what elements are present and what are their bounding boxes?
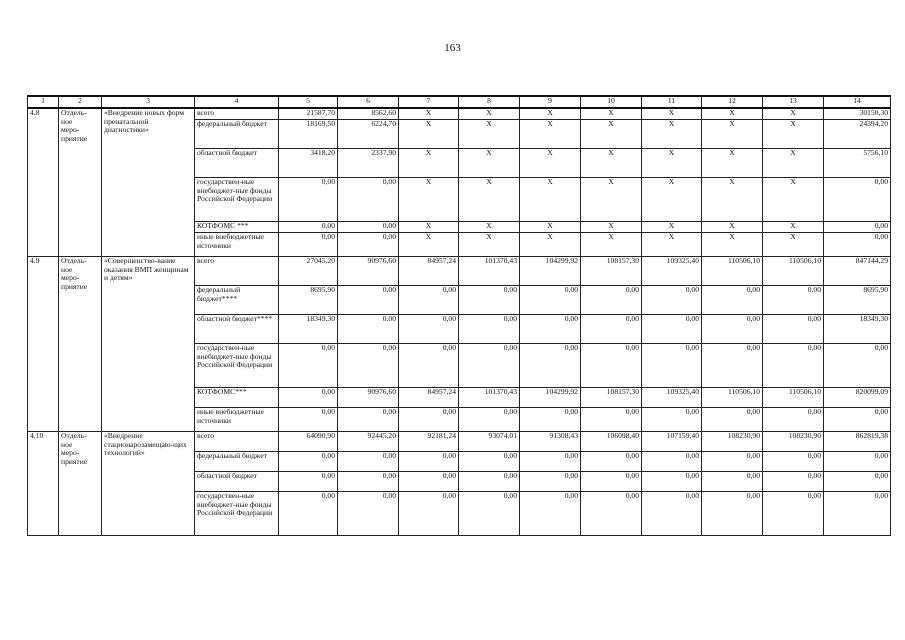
col-header: 1 bbox=[28, 96, 59, 108]
value-cell: X bbox=[763, 233, 824, 257]
value-cell: 101370,43 bbox=[459, 257, 520, 286]
value-cell: 0,00 bbox=[702, 472, 763, 492]
value-cell: 0,00 bbox=[520, 408, 581, 432]
value-cell: 107159,40 bbox=[642, 432, 702, 452]
value-cell: 2337,90 bbox=[338, 149, 399, 178]
value-cell: 0,00 bbox=[279, 233, 338, 257]
funding-source: КОТФОМС*** bbox=[195, 388, 279, 408]
value-cell: 0,00 bbox=[338, 233, 399, 257]
value-cell: X bbox=[399, 233, 459, 257]
value-cell: 0,00 bbox=[642, 286, 702, 315]
value-cell: X bbox=[399, 178, 459, 222]
value-cell: X bbox=[702, 233, 763, 257]
value-cell: 0,00 bbox=[702, 492, 763, 536]
value-cell: X bbox=[520, 120, 581, 149]
value-cell: 0,00 bbox=[824, 233, 891, 257]
value-cell: 110506,10 bbox=[763, 388, 824, 408]
value-cell: 64090,90 bbox=[279, 432, 338, 452]
row-code: 4.10 bbox=[28, 432, 59, 536]
value-cell: 0,00 bbox=[459, 286, 520, 315]
value-cell: X bbox=[581, 108, 642, 120]
value-cell: 108230,90 bbox=[763, 432, 824, 452]
value-cell: 0,00 bbox=[279, 222, 338, 233]
value-cell: 108157,30 bbox=[581, 257, 642, 286]
value-cell: 0,00 bbox=[279, 492, 338, 536]
value-cell: 6224,70 bbox=[338, 120, 399, 149]
value-cell: 0,00 bbox=[279, 452, 338, 472]
value-cell: 0,00 bbox=[581, 315, 642, 344]
row-kind: Отдель- ное меро- приятие bbox=[59, 257, 102, 432]
value-cell: 3418,20 bbox=[279, 149, 338, 178]
value-cell: 0,00 bbox=[581, 286, 642, 315]
col-header: 5 bbox=[279, 96, 338, 108]
value-cell: 0,00 bbox=[279, 472, 338, 492]
value-cell: 0,00 bbox=[520, 452, 581, 472]
value-cell: X bbox=[642, 108, 702, 120]
value-cell: 0,00 bbox=[338, 492, 399, 536]
value-cell: 0,00 bbox=[338, 178, 399, 222]
value-cell: 21587,70 bbox=[279, 108, 338, 120]
value-cell: 0,00 bbox=[279, 408, 338, 432]
row-code: 4.9 bbox=[28, 257, 59, 432]
value-cell: 30150,30 bbox=[824, 108, 891, 120]
value-cell: 110506,10 bbox=[763, 257, 824, 286]
value-cell: 90976,60 bbox=[338, 257, 399, 286]
value-cell: 0,00 bbox=[642, 492, 702, 536]
value-cell: 0,00 bbox=[824, 344, 891, 388]
funding-source: иные внебюджетные источники bbox=[195, 233, 279, 257]
value-cell: 0,00 bbox=[642, 344, 702, 388]
value-cell: 847144,29 bbox=[824, 257, 891, 286]
value-cell: 0,00 bbox=[399, 452, 459, 472]
col-header: 13 bbox=[763, 96, 824, 108]
funding-source: государствен-ные внебюджет-ные фонды Российской Федерации bbox=[195, 344, 279, 388]
value-cell: 0,00 bbox=[520, 472, 581, 492]
value-cell: X bbox=[763, 149, 824, 178]
value-cell: 0,00 bbox=[763, 472, 824, 492]
value-cell: 0,00 bbox=[824, 408, 891, 432]
value-cell: 0,00 bbox=[824, 472, 891, 492]
value-cell: 862819,38 bbox=[824, 432, 891, 452]
value-cell: 0,00 bbox=[581, 452, 642, 472]
value-cell: X bbox=[520, 178, 581, 222]
value-cell: 92445,20 bbox=[338, 432, 399, 452]
value-cell: 0,00 bbox=[763, 315, 824, 344]
value-cell: 8695,90 bbox=[824, 286, 891, 315]
value-cell: 0,00 bbox=[338, 344, 399, 388]
value-cell: X bbox=[642, 222, 702, 233]
table-row bbox=[28, 432, 891, 452]
value-cell: 90976,60 bbox=[338, 388, 399, 408]
value-cell: 18349,30 bbox=[824, 315, 891, 344]
table-row bbox=[28, 257, 891, 286]
value-cell: 92181,24 bbox=[399, 432, 459, 452]
value-cell: 27045,20 bbox=[279, 257, 338, 286]
value-cell: X bbox=[520, 222, 581, 233]
value-cell: X bbox=[459, 149, 520, 178]
value-cell: 0,00 bbox=[279, 388, 338, 408]
value-cell: 101370,43 bbox=[459, 388, 520, 408]
value-cell: 0,00 bbox=[520, 492, 581, 536]
funding-source: областной бюджет bbox=[195, 149, 279, 178]
value-cell: 104299,92 bbox=[520, 388, 581, 408]
value-cell: 0,00 bbox=[279, 178, 338, 222]
value-cell: 93074,01 bbox=[459, 432, 520, 452]
value-cell: 0,00 bbox=[338, 408, 399, 432]
table-row bbox=[28, 108, 891, 120]
value-cell: 0,00 bbox=[702, 452, 763, 472]
value-cell: 0,00 bbox=[763, 408, 824, 432]
col-header: 12 bbox=[702, 96, 763, 108]
value-cell: 0,00 bbox=[824, 492, 891, 536]
header-row bbox=[28, 96, 891, 108]
value-cell: X bbox=[642, 233, 702, 257]
funding-source: областной бюджет**** bbox=[195, 315, 279, 344]
value-cell: X bbox=[399, 120, 459, 149]
funding-source: федеральный бюджет**** bbox=[195, 286, 279, 315]
value-cell: X bbox=[642, 178, 702, 222]
funding-source: федеральный бюджет bbox=[195, 452, 279, 472]
budget-table bbox=[27, 95, 891, 536]
value-cell: 109325,40 bbox=[642, 257, 702, 286]
funding-source: всего bbox=[195, 432, 279, 452]
value-cell: X bbox=[581, 178, 642, 222]
value-cell: X bbox=[459, 178, 520, 222]
value-cell: X bbox=[399, 149, 459, 178]
value-cell: X bbox=[763, 178, 824, 222]
value-cell: 0,00 bbox=[702, 344, 763, 388]
value-cell: X bbox=[763, 120, 824, 149]
value-cell: 8562,60 bbox=[338, 108, 399, 120]
value-cell: 0,00 bbox=[279, 344, 338, 388]
value-cell: 8695,90 bbox=[279, 286, 338, 315]
value-cell: X bbox=[763, 222, 824, 233]
value-cell: 0,00 bbox=[702, 286, 763, 315]
row-kind: Отдель- ное меро- приятие bbox=[59, 108, 102, 257]
value-cell: 84957,24 bbox=[399, 388, 459, 408]
value-cell: 108230,90 bbox=[702, 432, 763, 452]
funding-source: государствен-ные внебюджет-ные фонды Российской Федерации bbox=[195, 178, 279, 222]
value-cell: 0,00 bbox=[459, 472, 520, 492]
funding-source: КОТФОМС *** bbox=[195, 222, 279, 233]
value-cell: 0,00 bbox=[459, 344, 520, 388]
value-cell: 0,00 bbox=[702, 315, 763, 344]
value-cell: 0,00 bbox=[763, 452, 824, 472]
value-cell: 108157,30 bbox=[581, 388, 642, 408]
value-cell: 0,00 bbox=[399, 286, 459, 315]
value-cell: 0,00 bbox=[459, 452, 520, 472]
value-cell: 0,00 bbox=[520, 344, 581, 388]
value-cell: 0,00 bbox=[581, 408, 642, 432]
funding-source: иные внебюджетные источники bbox=[195, 408, 279, 432]
value-cell: 0,00 bbox=[399, 472, 459, 492]
table-body bbox=[28, 108, 891, 536]
value-cell: 0,00 bbox=[459, 315, 520, 344]
value-cell: X bbox=[520, 233, 581, 257]
row-event: «Внедрение новых форм пренатальной диагностики» bbox=[102, 108, 195, 257]
value-cell: X bbox=[459, 222, 520, 233]
value-cell: X bbox=[399, 108, 459, 120]
funding-source: областной бюджет bbox=[195, 472, 279, 492]
value-cell: 104299,92 bbox=[520, 257, 581, 286]
value-cell: X bbox=[702, 149, 763, 178]
value-cell: X bbox=[702, 178, 763, 222]
value-cell: 5756,10 bbox=[824, 149, 891, 178]
value-cell: 820099,09 bbox=[824, 388, 891, 408]
row-event: «Внедрение стационарозамещаю-щих технологий» bbox=[102, 432, 195, 536]
row-code: 4.8 bbox=[28, 108, 59, 257]
row-kind: Отдель- ное меро- приятие bbox=[59, 432, 102, 536]
value-cell: X bbox=[702, 222, 763, 233]
value-cell: 0,00 bbox=[338, 286, 399, 315]
value-cell: 18349,30 bbox=[279, 315, 338, 344]
value-cell: 0,00 bbox=[338, 452, 399, 472]
col-header: 6 bbox=[338, 96, 399, 108]
value-cell: 0,00 bbox=[763, 344, 824, 388]
col-header: 8 bbox=[459, 96, 520, 108]
value-cell: X bbox=[581, 120, 642, 149]
value-cell: X bbox=[399, 222, 459, 233]
value-cell: 0,00 bbox=[581, 344, 642, 388]
value-cell: 109325,40 bbox=[642, 388, 702, 408]
value-cell: 0,00 bbox=[824, 452, 891, 472]
col-header: 10 bbox=[581, 96, 642, 108]
value-cell: X bbox=[642, 120, 702, 149]
value-cell: X bbox=[702, 120, 763, 149]
value-cell: 0,00 bbox=[459, 492, 520, 536]
value-cell: 0,00 bbox=[399, 492, 459, 536]
value-cell: 91308,43 bbox=[520, 432, 581, 452]
value-cell: X bbox=[459, 233, 520, 257]
value-cell: 0,00 bbox=[338, 315, 399, 344]
col-header: 14 bbox=[824, 96, 891, 108]
value-cell: 18169,50 bbox=[279, 120, 338, 149]
row-event: «Совершенство-вание оказания ВМП женщинам и детям» bbox=[102, 257, 195, 432]
value-cell: 0,00 bbox=[642, 452, 702, 472]
value-cell: 0,00 bbox=[338, 472, 399, 492]
value-cell: X bbox=[642, 149, 702, 178]
col-header: 9 bbox=[520, 96, 581, 108]
value-cell: 0,00 bbox=[642, 472, 702, 492]
value-cell: 0,00 bbox=[459, 408, 520, 432]
col-header: 4 bbox=[195, 96, 279, 108]
value-cell: 110506,10 bbox=[702, 388, 763, 408]
page-number: 163 bbox=[444, 42, 461, 54]
value-cell: X bbox=[702, 108, 763, 120]
col-header: 3 bbox=[102, 96, 195, 108]
value-cell: 0,00 bbox=[642, 408, 702, 432]
value-cell: 0,00 bbox=[824, 178, 891, 222]
funding-source: федеральный бюджет bbox=[195, 120, 279, 149]
value-cell: 0,00 bbox=[399, 408, 459, 432]
value-cell: 0,00 bbox=[763, 492, 824, 536]
value-cell: 0,00 bbox=[399, 315, 459, 344]
value-cell: 110506,10 bbox=[702, 257, 763, 286]
value-cell: X bbox=[459, 120, 520, 149]
value-cell: 0,00 bbox=[581, 472, 642, 492]
col-header: 2 bbox=[59, 96, 102, 108]
value-cell: X bbox=[459, 108, 520, 120]
col-header: 11 bbox=[642, 96, 702, 108]
value-cell: X bbox=[581, 149, 642, 178]
value-cell: 106098,40 bbox=[581, 432, 642, 452]
value-cell: X bbox=[520, 149, 581, 178]
funding-source: государствен-ные внебюджет-ные фонды Российской Федерации bbox=[195, 492, 279, 536]
col-header: 7 bbox=[399, 96, 459, 108]
value-cell: 0,00 bbox=[824, 222, 891, 233]
value-cell: 0,00 bbox=[702, 408, 763, 432]
value-cell: 0,00 bbox=[520, 286, 581, 315]
funding-source: всего bbox=[195, 257, 279, 286]
value-cell: 0,00 bbox=[338, 222, 399, 233]
value-cell: X bbox=[763, 108, 824, 120]
value-cell: 0,00 bbox=[763, 286, 824, 315]
value-cell: 0,00 bbox=[642, 315, 702, 344]
funding-source: всего bbox=[195, 108, 279, 120]
value-cell: 0,00 bbox=[399, 344, 459, 388]
value-cell: 84957,24 bbox=[399, 257, 459, 286]
value-cell: 0,00 bbox=[581, 492, 642, 536]
value-cell: X bbox=[520, 108, 581, 120]
value-cell: X bbox=[581, 233, 642, 257]
value-cell: X bbox=[581, 222, 642, 233]
value-cell: 24394,20 bbox=[824, 120, 891, 149]
value-cell: 0,00 bbox=[520, 315, 581, 344]
